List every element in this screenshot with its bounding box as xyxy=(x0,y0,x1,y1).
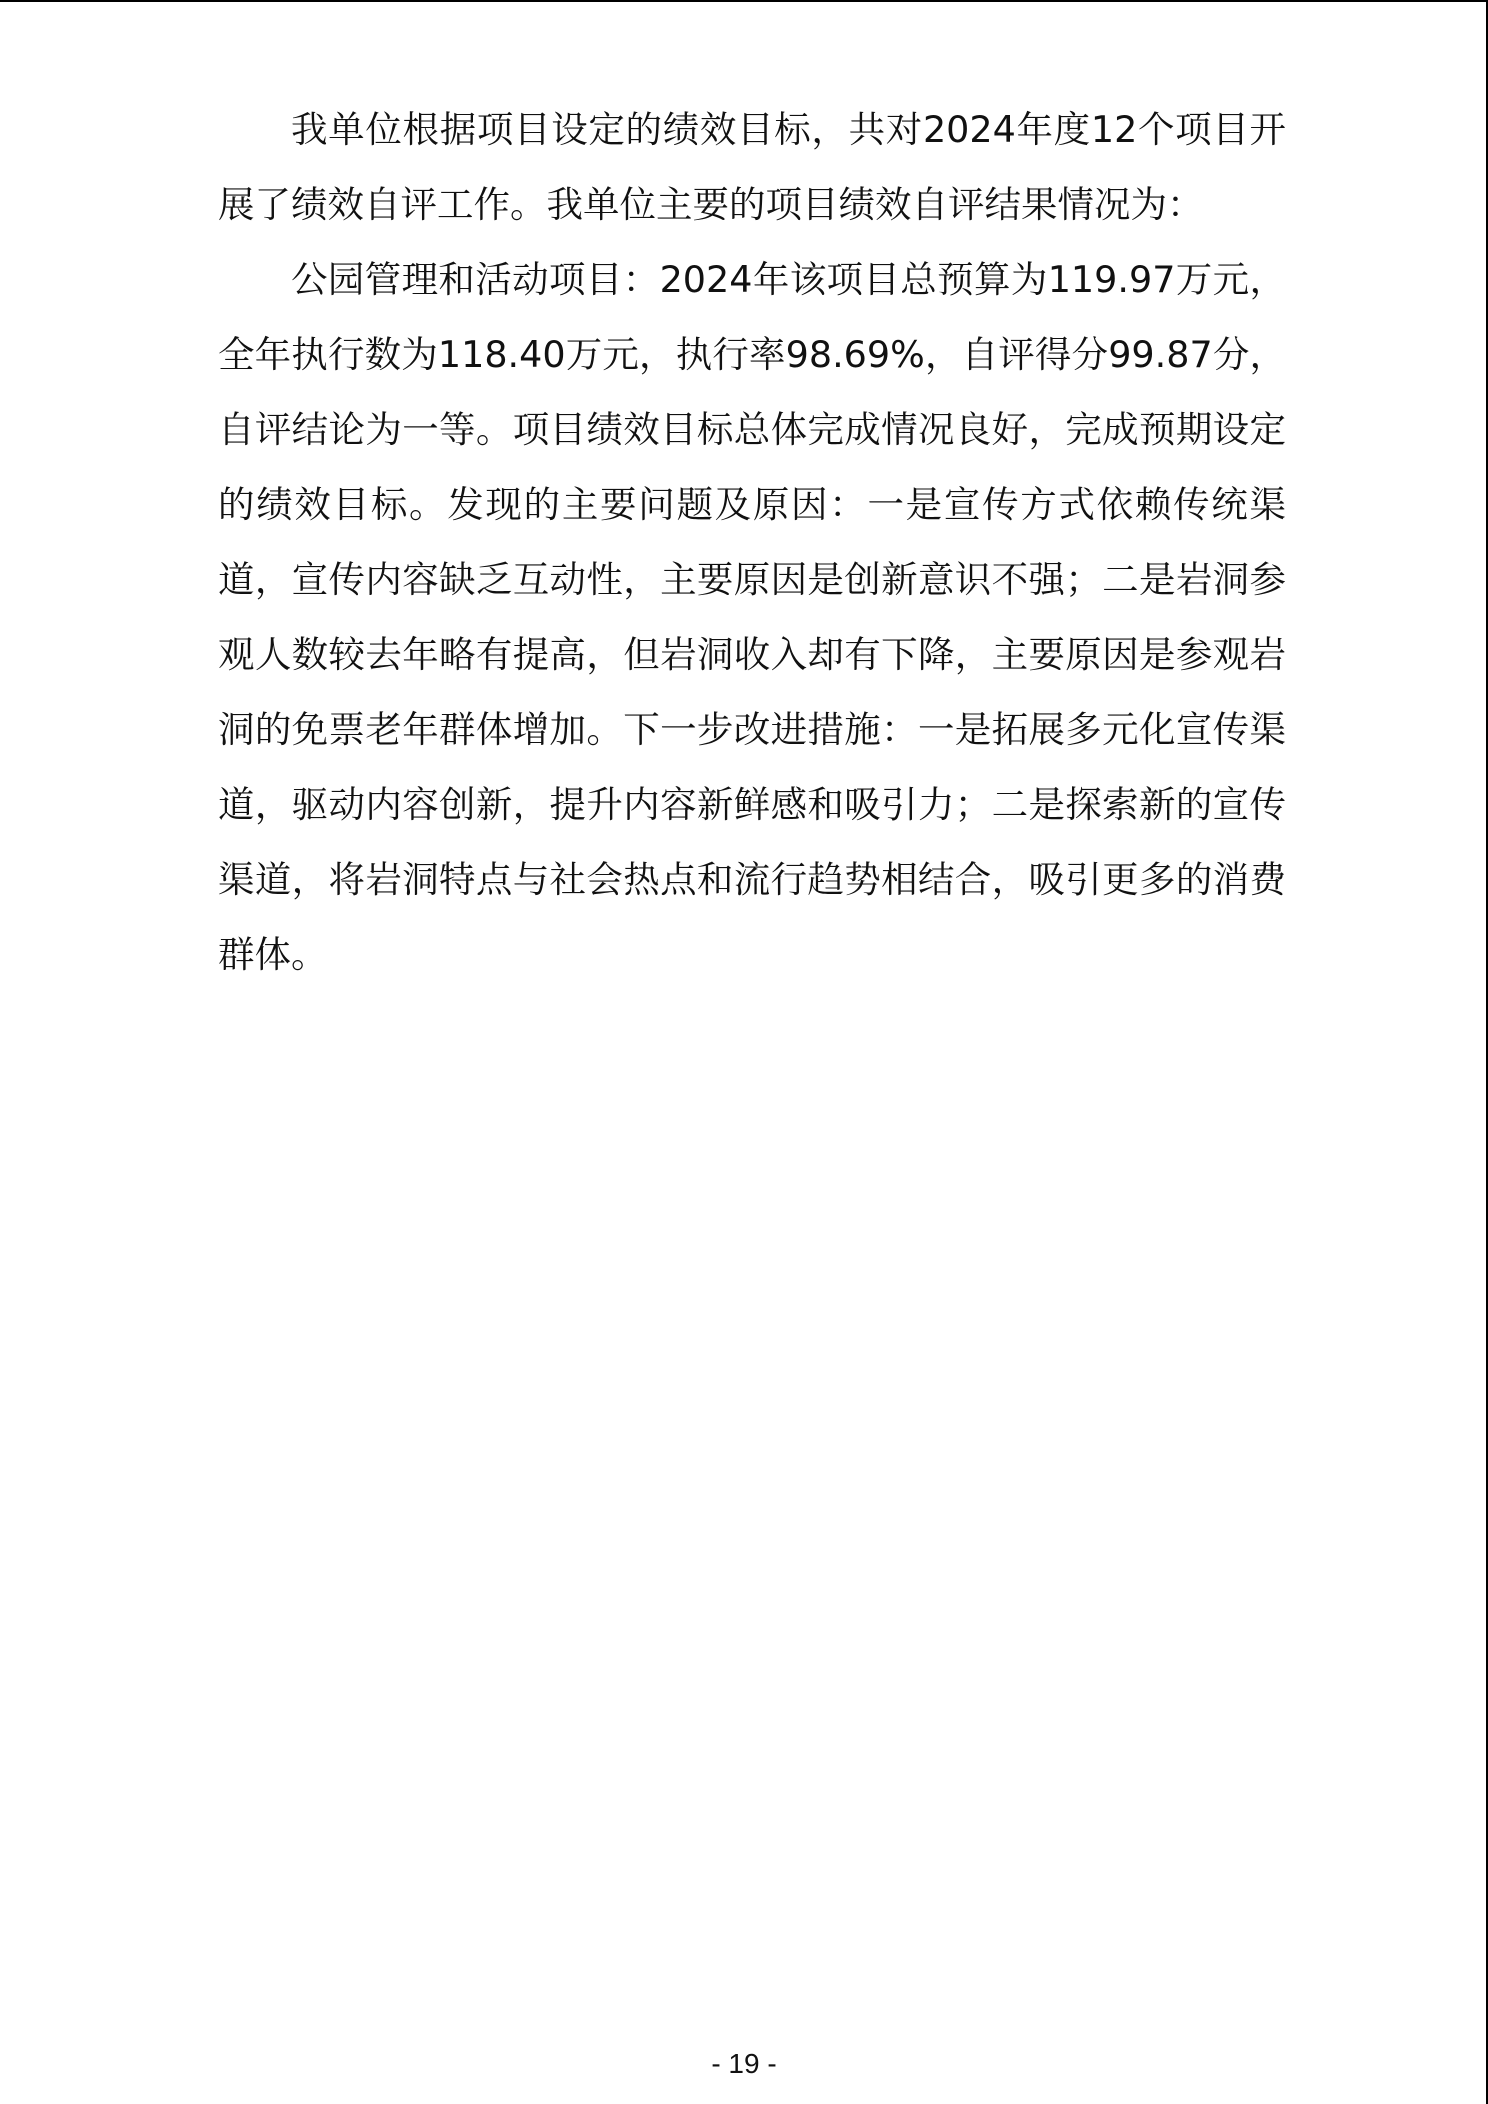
page-number: - 19 - xyxy=(711,2048,777,2079)
document-body xyxy=(218,92,1286,992)
paragraph-park-project: 公园管理和活动项目：2024年该项目总预算为119.97万元，全年执行数为118.40万元，执行率98.69%，自评得分99.87分，自评结论为一等。项目绩效目标总体完成情况良好，完成预期设定的绩效目标。发现的主要问题及原因：一是宣传方式依赖传统渠道，宣传内容缺乏互动性，主要原因是创新意识不强；二是岩洞参观人数较去年略有提高，但岩洞收入却有下降，主要原因是参观岩洞的免票老年群体增加。下一步改进措施：一是拓展多元化宣传渠道，驱动内容创新，提升内容新鲜感和吸引力；二是探索新的宣传渠道，将岩洞特点与社会热点和流行趋势相结合，吸引更多的消费群体。 xyxy=(218,258,1286,976)
paragraph-intro: 我单位根据项目设定的绩效目标，共对2024年度12个项目开展了绩效自评工作。我单位主要的项目绩效自评结果情况为： xyxy=(218,108,1286,226)
